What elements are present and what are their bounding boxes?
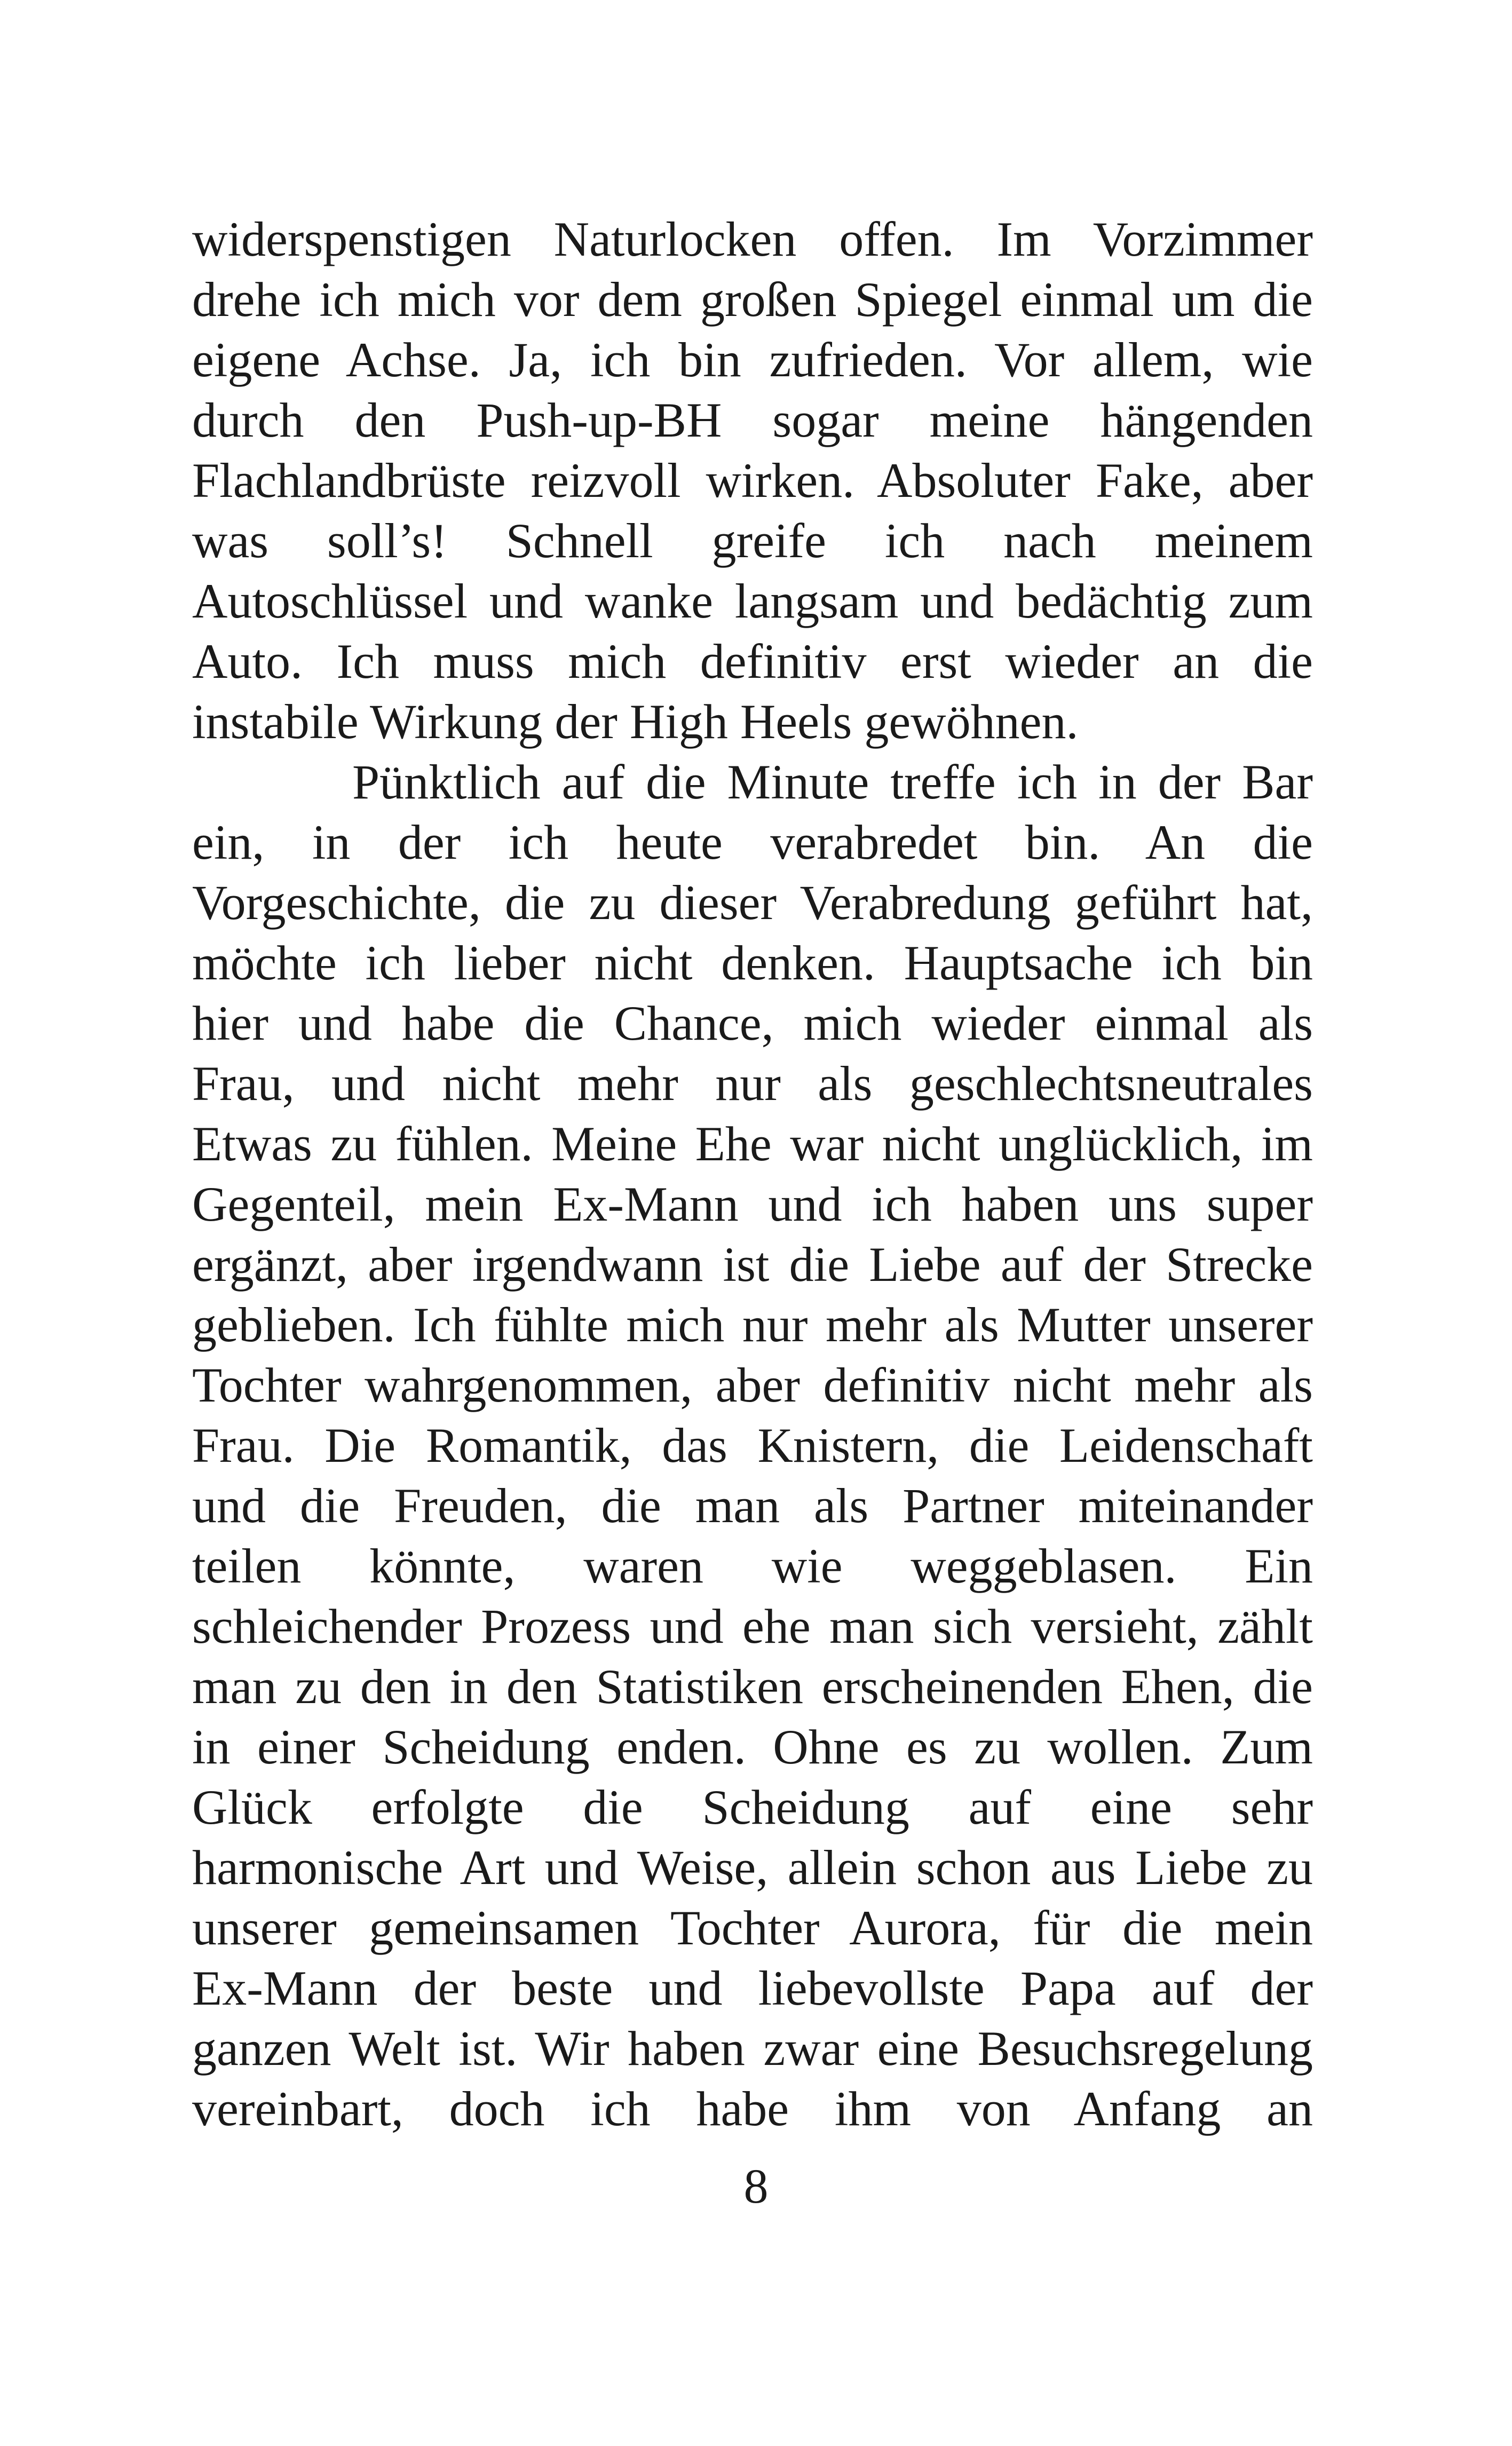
text-line: unserer gemeinsamen Tochter Aurora, für die mein xyxy=(192,1901,1313,1955)
text-line: Auto. Ich muss mich definitiv erst wieder an die xyxy=(192,634,1313,688)
paragraph-1 xyxy=(192,209,1313,752)
text-line: eigene Achse. Ja, ich bin zufrieden. Vor allem, wie xyxy=(192,333,1313,387)
text-line: harmonische Art und Weise, allein schon aus Liebe zu xyxy=(192,1840,1313,1895)
text-line: drehe ich mich vor dem großen Spiegel einmal um die xyxy=(192,272,1313,327)
text-line: Vorgeschichte, die zu dieser Verabredung geführt hat, xyxy=(192,875,1313,930)
text-line: Glück erfolgte die Scheidung auf eine sehr xyxy=(192,1780,1313,1834)
text-line: man zu den in den Statistiken erscheinenden Ehen, die xyxy=(192,1659,1313,1714)
text-line: Etwas zu fühlen. Meine Ehe war nicht unglücklich, im xyxy=(192,1117,1313,1171)
text-line: Flachlandbrüste reizvoll wirken. Absoluter Fake, aber xyxy=(192,453,1313,508)
text-line: ein, in der ich heute verabredet bin. An die xyxy=(192,815,1313,869)
text-line: geblieben. Ich fühlte mich nur mehr als Mutter unserer xyxy=(192,1297,1313,1352)
text-line: Tochter wahrgenommen, aber definitiv nicht mehr als xyxy=(192,1358,1313,1412)
text-line: Frau, und nicht mehr nur als geschlechtsneutrales xyxy=(192,1056,1313,1111)
text-line: und die Freuden, die man als Partner miteinander xyxy=(192,1478,1313,1533)
text-line: Autoschlüssel und wanke langsam und bedächtig zum xyxy=(192,574,1313,628)
text-line: ergänzt, aber irgendwann ist die Liebe auf der Strecke xyxy=(192,1237,1313,1292)
text-line: Ex-Mann der beste und liebevollste Papa auf der xyxy=(192,1961,1313,2015)
text-line: durch den Push-up-BH sogar meine hängenden xyxy=(192,393,1313,447)
text-line: in einer Scheidung enden. Ohne es zu wollen. Zum xyxy=(192,1720,1313,1774)
page-number: 8 xyxy=(743,2159,769,2213)
text-line: möchte ich lieber nicht denken. Hauptsache ich bin xyxy=(192,936,1313,990)
text-line: widerspenstigen Naturlocken offen. Im Vorzimmer xyxy=(192,212,1313,266)
text-line: ganzen Welt ist. Wir haben zwar eine Besuchsregelung xyxy=(192,2021,1313,2076)
body-text xyxy=(192,209,1313,2139)
text-line: Frau. Die Romantik, das Knistern, die Leidenschaft xyxy=(192,1418,1313,1473)
text-line: was soll’s! Schnell greife ich nach meinem xyxy=(192,513,1313,568)
text-line: vereinbart, doch ich habe ihm von Anfang an xyxy=(192,2081,1313,2136)
text-line: schleichender Prozess und ehe man sich versieht, zählt xyxy=(192,1599,1313,1653)
text-line: hier und habe die Chance, mich wieder einmal als xyxy=(192,996,1313,1050)
text-line: teilen könnte, waren wie weggeblasen. Ein xyxy=(192,1539,1313,1593)
text-line: Pünktlich auf die Minute treffe ich in der Bar xyxy=(352,755,1313,809)
text-line: instabile Wirkung der High Heels gewöhnen. xyxy=(192,694,1079,749)
text-line: Gegenteil, mein Ex-Mann und ich haben uns super xyxy=(192,1177,1313,1231)
paragraph-2 xyxy=(192,752,1313,2139)
